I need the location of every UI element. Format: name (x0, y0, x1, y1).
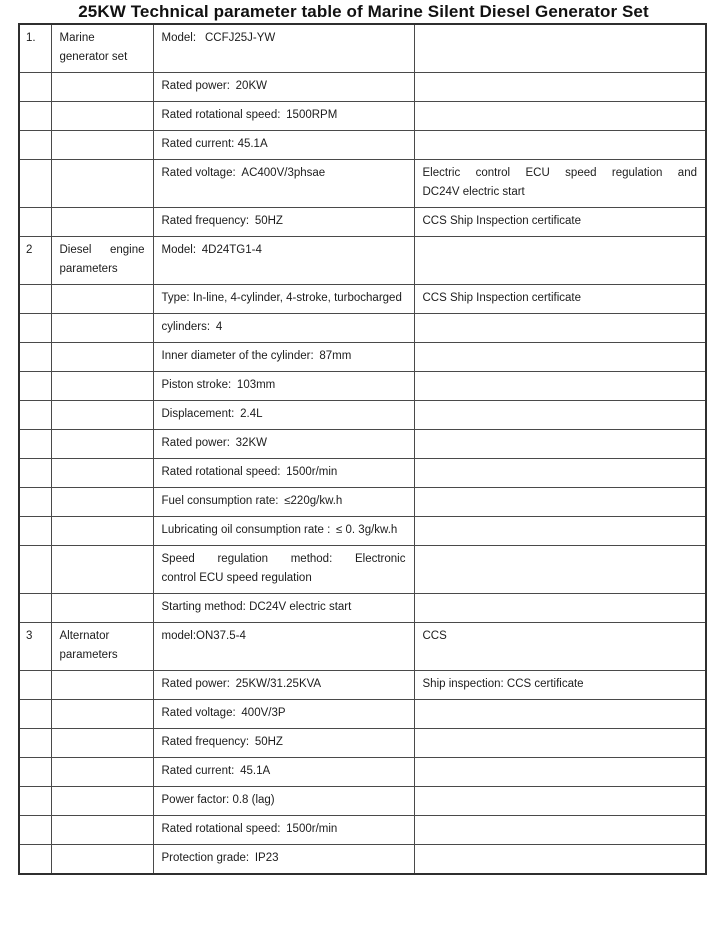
parameter-cell: Piston stroke: 103mm (153, 372, 414, 401)
note-cell (414, 314, 706, 343)
table-row (19, 208, 706, 237)
parameter-cell: Displacement: 2.4L (153, 401, 414, 430)
category-cell (51, 787, 153, 816)
note-cell: Ship inspection: CCS certificate (414, 671, 706, 700)
category-cell (51, 517, 153, 546)
note-cell (414, 73, 706, 102)
category-cell (51, 285, 153, 314)
row-number-cell: 1. (19, 24, 51, 73)
table-row (19, 787, 706, 816)
row-number-cell (19, 401, 51, 430)
row-number-cell (19, 671, 51, 700)
document-title: 25KW Technical parameter table of Marine Silent Diesel Generator Set (78, 2, 649, 21)
parameter-cell: Speed regulation method: Electronic control ECU speed regulation (153, 546, 414, 594)
note-cell (414, 816, 706, 845)
note-cell (414, 237, 706, 285)
table-row (19, 729, 706, 758)
parameter-table-body (19, 24, 706, 874)
category-cell (51, 430, 153, 459)
note-cell (414, 787, 706, 816)
parameter-cell: Model: 4D24TG1-4 (153, 237, 414, 285)
parameter-cell: model:ON37.5-4 (153, 623, 414, 671)
category-cell (51, 131, 153, 160)
parameter-cell: Inner diameter of the cylinder: 87mm (153, 343, 414, 372)
table-row (19, 131, 706, 160)
row-number-cell (19, 700, 51, 729)
parameter-cell: Rated voltage: AC400V/3phsae (153, 160, 414, 208)
category-cell (51, 314, 153, 343)
note-cell (414, 845, 706, 875)
table-row (19, 459, 706, 488)
note-cell (414, 546, 706, 594)
category-cell (51, 816, 153, 845)
note-cell (414, 343, 706, 372)
category-cell (51, 546, 153, 594)
table-row (19, 546, 706, 594)
table-row (19, 671, 706, 700)
parameter-cell: Rated rotational speed: 1500r/min (153, 459, 414, 488)
category-cell (51, 700, 153, 729)
table-row (19, 314, 706, 343)
note-cell (414, 430, 706, 459)
category-cell (51, 73, 153, 102)
category-cell (51, 401, 153, 430)
note-cell (414, 488, 706, 517)
parameter-cell: Power factor: 0.8 (lag) (153, 787, 414, 816)
parameter-table (18, 23, 707, 875)
parameter-cell: Rated rotational speed: 1500RPM (153, 102, 414, 131)
row-number-cell (19, 459, 51, 488)
note-cell (414, 517, 706, 546)
category-cell (51, 729, 153, 758)
row-number-cell (19, 285, 51, 314)
parameter-cell: Fuel consumption rate: ≤220g/kw.h (153, 488, 414, 517)
note-cell (414, 758, 706, 787)
table-row (19, 430, 706, 459)
note-cell (414, 24, 706, 73)
category-cell: Alternator parameters (51, 623, 153, 671)
category-cell (51, 372, 153, 401)
row-number-cell (19, 758, 51, 787)
parameter-cell: Rated voltage: 400V/3P (153, 700, 414, 729)
table-row (19, 24, 706, 73)
category-cell (51, 160, 153, 208)
parameter-cell: Rated power: 20KW (153, 73, 414, 102)
table-row (19, 700, 706, 729)
table-row (19, 517, 706, 546)
category-cell (51, 845, 153, 875)
category-cell: Marine generator set (51, 24, 153, 73)
table-row (19, 237, 706, 285)
category-cell (51, 208, 153, 237)
note-cell: CCS Ship Inspection certificate (414, 285, 706, 314)
parameter-cell: Rated frequency: 50HZ (153, 729, 414, 758)
table-row (19, 160, 706, 208)
row-number-cell (19, 343, 51, 372)
table-row (19, 816, 706, 845)
row-number-cell (19, 816, 51, 845)
row-number-cell (19, 131, 51, 160)
parameter-cell: Rated current: 45.1A (153, 131, 414, 160)
category-cell (51, 488, 153, 517)
parameter-cell: Lubricating oil consumption rate : ≤ 0. 3g/kw.h (153, 517, 414, 546)
note-cell (414, 700, 706, 729)
table-row (19, 102, 706, 131)
note-cell: CCS (414, 623, 706, 671)
parameter-cell: Rated current: 45.1A (153, 758, 414, 787)
row-number-cell (19, 729, 51, 758)
parameter-cell: Model: CCFJ25J-YW (153, 24, 414, 73)
note-cell (414, 102, 706, 131)
note-cell (414, 401, 706, 430)
row-number-cell: 2 (19, 237, 51, 285)
row-number-cell (19, 160, 51, 208)
row-number-cell (19, 488, 51, 517)
table-row (19, 372, 706, 401)
category-cell (51, 102, 153, 131)
row-number-cell (19, 430, 51, 459)
table-row (19, 594, 706, 623)
table-row (19, 488, 706, 517)
category-cell: Diesel engine parameters (51, 237, 153, 285)
category-cell (51, 594, 153, 623)
row-number-cell (19, 517, 51, 546)
parameter-cell: Rated power: 25KW/31.25KVA (153, 671, 414, 700)
category-cell (51, 758, 153, 787)
row-number-cell (19, 314, 51, 343)
note-cell (414, 131, 706, 160)
row-number-cell: 3 (19, 623, 51, 671)
parameter-cell: Rated frequency: 50HZ (153, 208, 414, 237)
note-cell (414, 729, 706, 758)
note-cell (414, 459, 706, 488)
parameter-cell: Starting method: DC24V electric start (153, 594, 414, 623)
note-cell: Electric control ECU speed regulation and DC24V electric start (414, 160, 706, 208)
table-row (19, 73, 706, 102)
table-row (19, 285, 706, 314)
parameter-cell: Type: In-line, 4-cylinder, 4-stroke, turbocharged (153, 285, 414, 314)
category-cell (51, 671, 153, 700)
row-number-cell (19, 208, 51, 237)
note-cell (414, 594, 706, 623)
table-row (19, 401, 706, 430)
row-number-cell (19, 594, 51, 623)
row-number-cell (19, 787, 51, 816)
table-row (19, 623, 706, 671)
table-row (19, 845, 706, 875)
row-number-cell (19, 845, 51, 875)
parameter-cell: Protection grade: IP23 (153, 845, 414, 875)
row-number-cell (19, 372, 51, 401)
table-row (19, 758, 706, 787)
row-number-cell (19, 546, 51, 594)
parameter-cell: Rated rotational speed: 1500r/min (153, 816, 414, 845)
note-cell: CCS Ship Inspection certificate (414, 208, 706, 237)
parameter-cell: Rated power: 32KW (153, 430, 414, 459)
note-cell (414, 372, 706, 401)
table-row (19, 343, 706, 372)
row-number-cell (19, 102, 51, 131)
category-cell (51, 459, 153, 488)
parameter-cell: cylinders: 4 (153, 314, 414, 343)
category-cell (51, 343, 153, 372)
row-number-cell (19, 73, 51, 102)
